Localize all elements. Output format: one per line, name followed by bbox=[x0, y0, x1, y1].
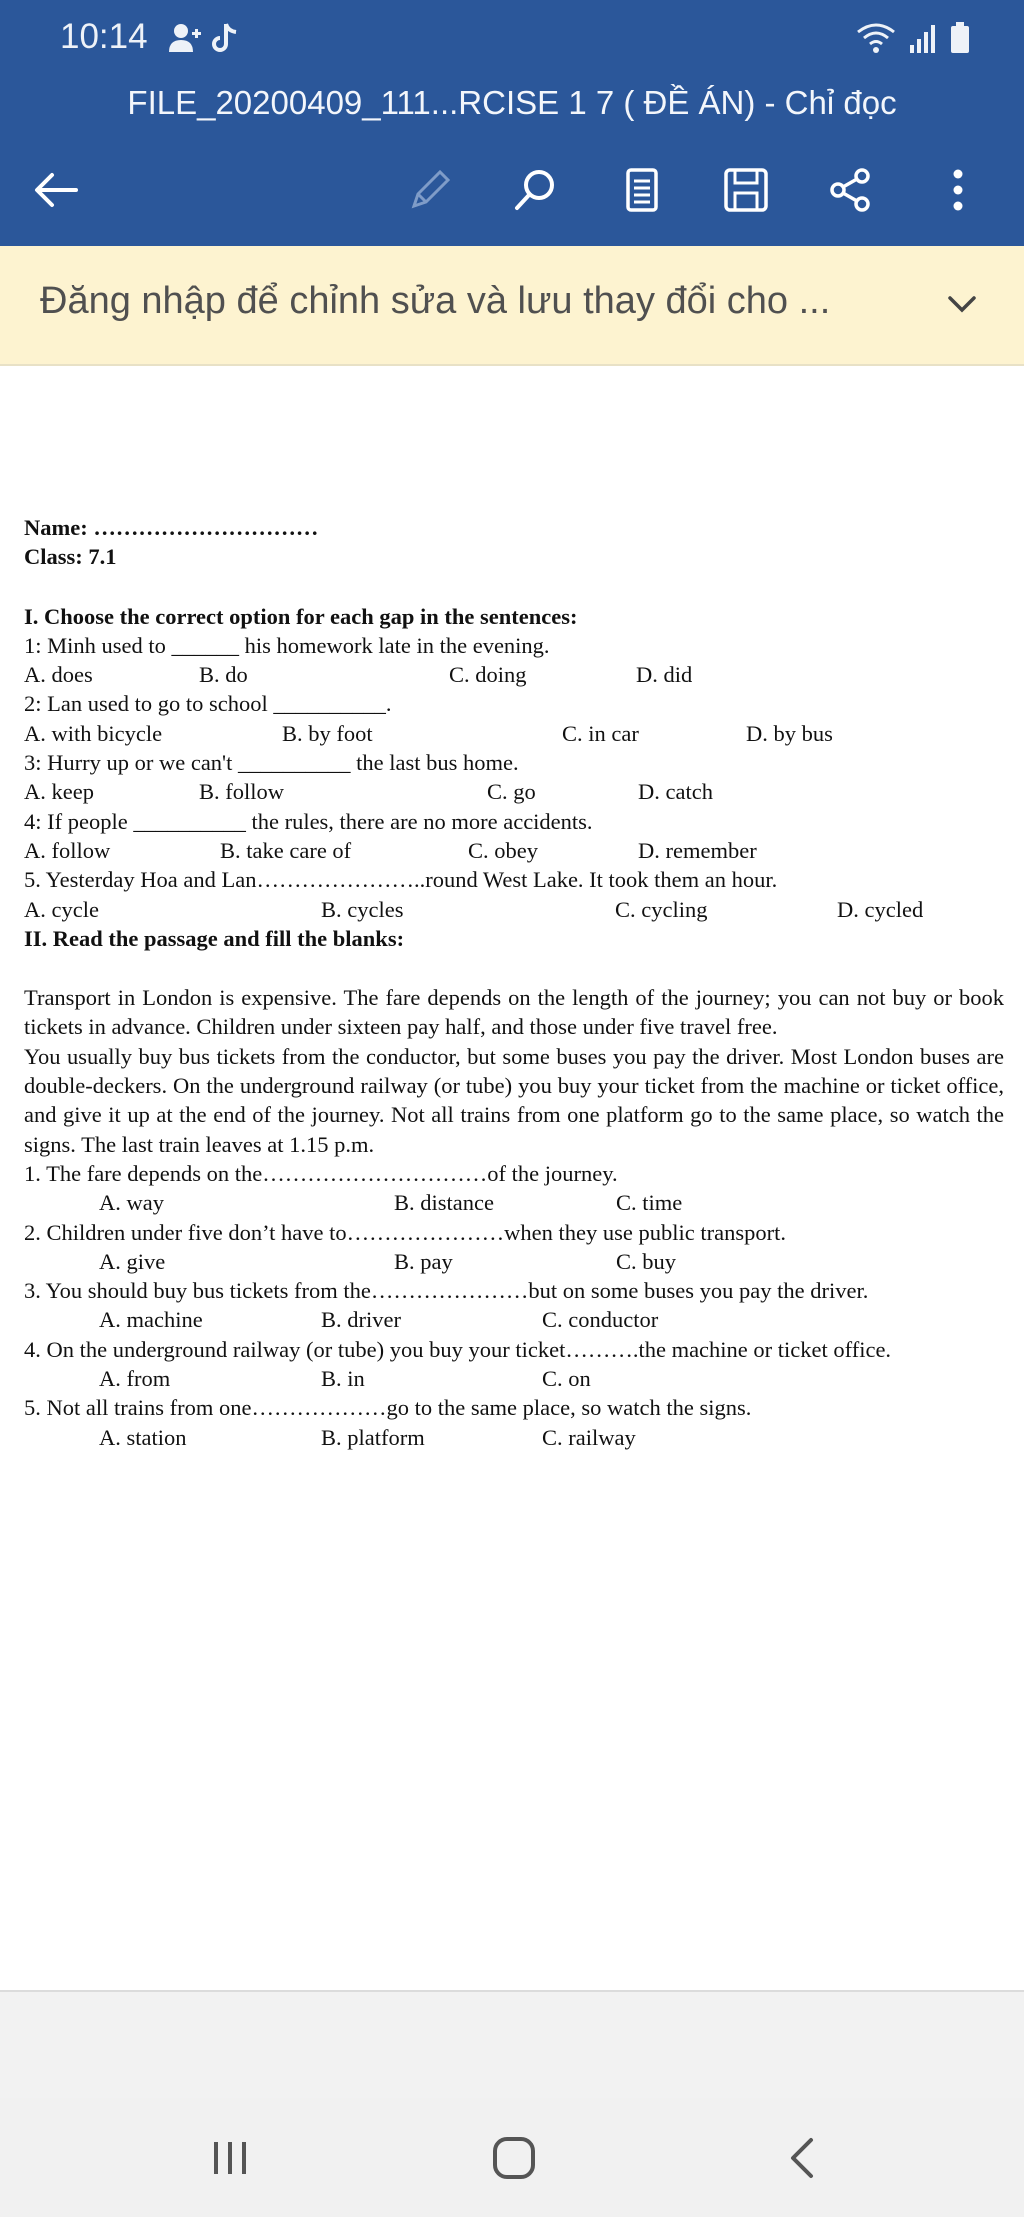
question-text: 2. Children under five don’t have to…………………when they use public transport. bbox=[24, 1219, 786, 1245]
option: C. time bbox=[616, 1190, 683, 1216]
sign-in-banner[interactable] bbox=[0, 246, 1024, 366]
share-icon bbox=[826, 166, 874, 214]
option: C. go bbox=[487, 779, 536, 805]
question-options bbox=[24, 719, 1004, 748]
status-time: 10:14 bbox=[60, 17, 148, 56]
question-text: 1: Minh used to ______ his homework late in the evening. bbox=[24, 632, 550, 658]
option: B. distance bbox=[394, 1190, 494, 1216]
save-icon bbox=[722, 166, 770, 214]
question-options bbox=[24, 1423, 1004, 1452]
recent-apps-icon bbox=[208, 2138, 252, 2178]
page-gap bbox=[0, 1990, 1024, 2100]
option: B. driver bbox=[321, 1307, 401, 1333]
option: C. cycling bbox=[615, 896, 708, 922]
passage-paragraph-2: You usually buy bus tickets from the conductor, but some buses you pay the driver. Most London buses are double-deckers. On the underground railway (or tube) you buy your ticket from the machine or ticket office, and give it up at the end of the journey. Not all trains from one platform go to the same place, so watch the signs. The last train leaves at 1.15 p.m. bbox=[24, 1043, 1004, 1157]
reading-view-icon bbox=[622, 166, 662, 214]
option: D. did bbox=[636, 662, 693, 688]
option: A. from bbox=[99, 1366, 171, 1392]
question-text: 4: If people __________ the rules, there are no more accidents. bbox=[24, 808, 593, 834]
question-options bbox=[24, 1188, 1004, 1217]
option: B. by foot bbox=[282, 720, 373, 746]
option: C. railway bbox=[542, 1424, 636, 1450]
question-options bbox=[24, 1364, 1004, 1393]
home-icon bbox=[491, 2135, 537, 2181]
class-line: Class: 7.1 bbox=[24, 544, 117, 570]
system-nav-bar bbox=[0, 2098, 1024, 2217]
option: C. on bbox=[542, 1366, 591, 1392]
option: A. give bbox=[99, 1248, 166, 1274]
battery-icon bbox=[950, 22, 970, 59]
document-page bbox=[24, 513, 1004, 1452]
question-options bbox=[24, 1305, 1004, 1334]
tiktok-icon bbox=[212, 22, 240, 59]
document-title: FILE_20200409_111...RCISE 1 7 ( ĐỀ ÁN) - Chỉ đọc bbox=[127, 84, 897, 121]
option: C. buy bbox=[616, 1248, 677, 1274]
option: C. conductor bbox=[542, 1307, 659, 1333]
question-text: 3: Hurry up or we can't __________ the last bus home. bbox=[24, 750, 519, 776]
recent-apps-button[interactable] bbox=[200, 2128, 260, 2188]
option: B. pay bbox=[394, 1248, 453, 1274]
app-bar bbox=[0, 0, 1024, 246]
reading-view-button[interactable] bbox=[612, 160, 672, 220]
section-2-heading: II. Read the passage and fill the blanks: bbox=[24, 925, 405, 951]
banner-expand-button[interactable] bbox=[940, 282, 984, 326]
question-options bbox=[24, 895, 1004, 924]
edit-button[interactable] bbox=[400, 160, 460, 220]
option: D. by bus bbox=[746, 720, 833, 746]
option: D. catch bbox=[638, 779, 713, 805]
section-1-heading: I. Choose the correct option for each gap in the sentences: bbox=[24, 603, 578, 629]
more-options-button[interactable] bbox=[928, 160, 988, 220]
option: A. cycle bbox=[24, 896, 99, 922]
option: A. station bbox=[99, 1424, 187, 1450]
option: C. in car bbox=[562, 720, 639, 746]
option: C. obey bbox=[468, 837, 538, 863]
name-line: Name: ………………………… bbox=[24, 515, 319, 540]
question-options bbox=[24, 836, 1004, 865]
option: C. doing bbox=[449, 662, 527, 688]
question-text: 5. Yesterday Hoa and Lan…………………..round West Lake. It took them an hour. bbox=[24, 867, 778, 893]
question-text: 1. The fare depends on the…………………………of the journey. bbox=[24, 1160, 618, 1186]
question-options bbox=[24, 1247, 1004, 1276]
status-bar bbox=[0, 0, 1024, 76]
person-add-icon bbox=[168, 22, 202, 59]
option: A. keep bbox=[24, 779, 94, 805]
option: B. do bbox=[199, 662, 248, 688]
chevron-down-icon bbox=[940, 282, 984, 326]
back-arrow-icon bbox=[32, 170, 80, 210]
back-icon bbox=[785, 2136, 819, 2180]
more-vertical-icon bbox=[950, 166, 966, 214]
option: B. take care of bbox=[220, 837, 352, 863]
option: D. remember bbox=[638, 837, 757, 863]
option: A. with bicycle bbox=[24, 720, 163, 746]
question-options bbox=[24, 777, 1004, 806]
option: B. cycles bbox=[321, 896, 404, 922]
option: A. follow bbox=[24, 837, 111, 863]
passage-paragraph-1: Transport in London is expensive. The fare depends on the length of the journey; you can not buy or book tickets in advance. Children under sixteen pay half, and those under five travel free. bbox=[24, 985, 1004, 1040]
search-button[interactable] bbox=[505, 160, 565, 220]
back-nav-button[interactable] bbox=[772, 2128, 832, 2188]
question-text: 5. Not all trains from one………………go to the same place, so watch the signs. bbox=[24, 1395, 752, 1421]
sign-in-banner-text: Đăng nhập để chỉnh sửa và lưu thay đổi cho ... bbox=[40, 280, 831, 322]
option: B. platform bbox=[321, 1424, 425, 1450]
option: A. way bbox=[99, 1190, 164, 1216]
question-text: 2: Lan used to go to school __________. bbox=[24, 691, 392, 717]
option: A. does bbox=[24, 662, 93, 688]
search-icon bbox=[511, 166, 559, 214]
question-text: 4. On the underground railway (or tube) you buy your ticket……….the machine or ticket office. bbox=[24, 1336, 892, 1362]
share-button[interactable] bbox=[820, 160, 880, 220]
option: B. follow bbox=[199, 779, 285, 805]
edit-pencil-icon bbox=[406, 166, 454, 214]
option: B. in bbox=[321, 1366, 365, 1392]
question-text: 3. You should buy bus tickets from the…………………but on some buses you pay the driver. bbox=[24, 1278, 869, 1304]
wifi-icon bbox=[856, 22, 896, 59]
signal-icon bbox=[908, 23, 938, 58]
option: A. machine bbox=[99, 1307, 203, 1333]
option: D. cycled bbox=[837, 896, 924, 922]
save-button[interactable] bbox=[716, 160, 776, 220]
question-options bbox=[24, 660, 1004, 689]
home-button[interactable] bbox=[484, 2128, 544, 2188]
toolbar bbox=[0, 150, 1024, 230]
back-button[interactable] bbox=[26, 160, 86, 220]
